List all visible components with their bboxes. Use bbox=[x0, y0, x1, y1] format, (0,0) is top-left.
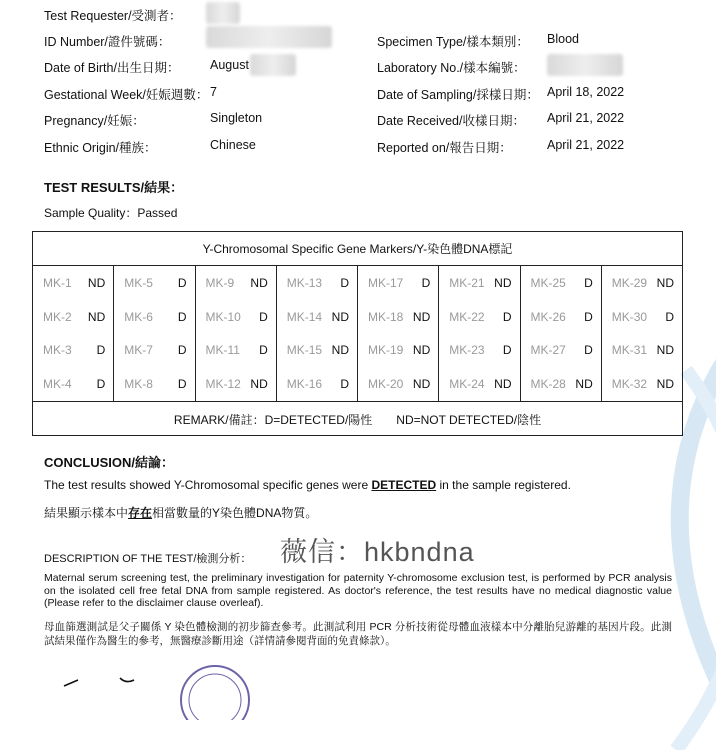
marker-result: D bbox=[177, 343, 187, 358]
description-english: Maternal serum screening test, the preliminary investigation for paternity Y-chromosome exclusion test, is performed by PCR analysis on the isolated cell free fetal DNA from sample registered. As doctor's reference, the test results have no medical diagnostic value (Please refer to the disclaimer clause overleaf). bbox=[44, 572, 672, 609]
marker-result: ND bbox=[250, 377, 268, 392]
marker-id: MK-7 bbox=[124, 343, 153, 358]
dob-value: August bbox=[210, 58, 249, 72]
conclusion-en-pre: The test results showed Y-Chromosomal specific genes were bbox=[44, 478, 372, 492]
marker-column bbox=[521, 266, 602, 401]
marker-result: ND bbox=[412, 377, 431, 392]
marker-cell bbox=[114, 266, 194, 300]
marker-id: MK-1 bbox=[43, 275, 72, 290]
marker-id: MK-28 bbox=[530, 377, 566, 392]
reported-date-value: April 21, 2022 bbox=[547, 138, 625, 152]
marker-result: ND bbox=[331, 343, 349, 358]
marker-id: MK-30 bbox=[611, 309, 648, 324]
marker-id: MK-6 bbox=[124, 309, 153, 324]
marker-result: D bbox=[665, 309, 674, 324]
sampling-date-label: Date of Sampling/採樣日期： bbox=[377, 88, 539, 102]
marker-cell bbox=[358, 266, 438, 300]
marker-cell bbox=[602, 367, 682, 401]
marker-result: ND bbox=[412, 343, 431, 358]
marker-column bbox=[114, 266, 195, 401]
pregnancy-value: Singleton bbox=[210, 111, 263, 125]
marker-cell bbox=[196, 334, 276, 368]
marker-cell bbox=[33, 300, 113, 334]
marker-column bbox=[358, 266, 439, 401]
marker-id: MK-13 bbox=[286, 275, 323, 290]
dob-label: Date of Birth/出生日期： bbox=[44, 61, 180, 75]
marker-id: MK-5 bbox=[124, 275, 153, 290]
marker-cell bbox=[358, 367, 438, 401]
marker-cell bbox=[277, 266, 357, 300]
marker-column bbox=[33, 266, 114, 401]
conclusion-chinese bbox=[44, 504, 317, 521]
marker-cell bbox=[439, 300, 519, 334]
marker-result: D bbox=[421, 275, 431, 290]
received-date-value: April 21, 2022 bbox=[547, 111, 625, 125]
marker-cell bbox=[521, 367, 601, 401]
description-chinese: 母血篩選測試是父子關係 Y 染色體檢測的初步篩查參考。此測試利用 PCR 分析技術從母體血液樣本中分離胎兒游離的基因片段。此測試結果僅作為醫生的參考，無醫療診斷用途（詳情請參閱背面的免責條款）。 bbox=[44, 621, 672, 647]
marker-id: MK-22 bbox=[449, 309, 485, 324]
conclusion-title: CONCLUSION/結論： bbox=[44, 455, 175, 470]
requester-label: Test Requester/受測者： bbox=[44, 9, 182, 23]
redacted-laboratory-no bbox=[547, 54, 623, 76]
marker-id: MK-9 bbox=[205, 275, 235, 290]
marker-cell bbox=[439, 266, 519, 300]
conclusion-zh-bold: 存在 bbox=[128, 506, 153, 520]
marker-id: MK-2 bbox=[43, 309, 72, 324]
marker-id: MK-27 bbox=[530, 343, 566, 358]
redacted-dob bbox=[250, 54, 296, 76]
marker-result: ND bbox=[412, 309, 431, 324]
marker-cell bbox=[196, 300, 276, 334]
marker-id: MK-12 bbox=[205, 377, 241, 392]
marker-column bbox=[277, 266, 358, 401]
marker-cell bbox=[114, 300, 194, 334]
marker-cell bbox=[114, 367, 194, 401]
conclusion-english bbox=[44, 478, 571, 492]
marker-result: D bbox=[502, 309, 512, 324]
marker-cell bbox=[277, 334, 357, 368]
marker-result: D bbox=[584, 343, 593, 358]
marker-result: ND bbox=[575, 377, 593, 392]
marker-id: MK-10 bbox=[205, 309, 241, 324]
marker-id: MK-15 bbox=[286, 343, 323, 358]
marker-result: D bbox=[259, 343, 268, 358]
marker-cell bbox=[114, 334, 194, 368]
marker-id: MK-25 bbox=[530, 275, 566, 290]
sampling-date-value: April 18, 2022 bbox=[547, 85, 625, 99]
seal-stamp bbox=[178, 660, 252, 720]
laboratory-no-label: Laboratory No./樣本編號： bbox=[377, 61, 526, 75]
specimen-type-label: Specimen Type/樣本類別： bbox=[377, 35, 529, 49]
marker-cell bbox=[33, 367, 113, 401]
marker-cell bbox=[602, 300, 682, 334]
conclusion-zh-post: 相當數量的Y染色體DNA物質。 bbox=[152, 506, 318, 520]
pregnancy-label: Pregnancy/妊娠： bbox=[44, 114, 145, 128]
received-date-label: Date Received/收樣日期： bbox=[377, 114, 525, 128]
gestational-week-label: Gestational Week/妊娠週數： bbox=[44, 88, 209, 102]
marker-result: D bbox=[177, 309, 187, 324]
marker-table-remark: REMARK/備註：D=DETECTED/陽性 ND=NOT DETECTED/陰性 bbox=[173, 412, 542, 427]
marker-result: D bbox=[96, 343, 106, 358]
marker-id: MK-23 bbox=[449, 343, 485, 358]
marker-column bbox=[439, 266, 520, 401]
redacted-requester bbox=[206, 2, 240, 24]
marker-result: D bbox=[584, 275, 593, 290]
marker-cell bbox=[521, 334, 601, 368]
marker-table-title: Y-Chromosomal Specific Gene Markers/Y-染色體DNA標記 bbox=[33, 232, 682, 266]
marker-id: MK-18 bbox=[368, 309, 404, 324]
conclusion-zh-pre: 結果顯示樣本中 bbox=[44, 506, 129, 520]
marker-id: MK-17 bbox=[368, 275, 404, 290]
ethnic-origin-label: Ethnic Origin/種族： bbox=[44, 141, 157, 155]
marker-result: ND bbox=[656, 343, 674, 358]
gestational-week-value: 7 bbox=[210, 85, 217, 99]
marker-result: D bbox=[340, 275, 349, 290]
marker-cell bbox=[521, 266, 601, 300]
marker-cell bbox=[196, 266, 276, 300]
marker-result: ND bbox=[87, 275, 106, 290]
marker-result: D bbox=[96, 377, 106, 392]
specimen-type-value: Blood bbox=[547, 32, 579, 46]
marker-cell bbox=[277, 300, 357, 334]
marker-cell bbox=[439, 334, 519, 368]
marker-result: ND bbox=[494, 275, 512, 290]
marker-id: MK-19 bbox=[368, 343, 404, 358]
marker-result: D bbox=[259, 309, 268, 324]
id-number-label: ID Number/證件號碼： bbox=[44, 35, 171, 49]
marker-result: ND bbox=[656, 377, 674, 392]
marker-id: MK-24 bbox=[449, 377, 485, 392]
marker-cell bbox=[33, 266, 113, 300]
marker-table bbox=[32, 231, 683, 436]
sample-quality: Sample Quality：Passed bbox=[44, 206, 178, 220]
marker-cell bbox=[277, 367, 357, 401]
ethnic-origin-value: Chinese bbox=[210, 138, 256, 152]
marker-cell bbox=[521, 300, 601, 334]
marker-id: MK-31 bbox=[611, 343, 648, 358]
marker-grid bbox=[33, 266, 682, 402]
marker-cell bbox=[602, 334, 682, 368]
marker-id: MK-14 bbox=[286, 309, 323, 324]
marker-id: MK-20 bbox=[368, 377, 404, 392]
marker-id: MK-26 bbox=[530, 309, 566, 324]
marker-result: D bbox=[340, 377, 349, 392]
watermark-text: 薇信：hkbndna bbox=[280, 537, 475, 567]
marker-cell bbox=[33, 334, 113, 368]
marker-id: MK-21 bbox=[449, 275, 485, 290]
marker-result: ND bbox=[656, 275, 674, 290]
marker-cell bbox=[358, 334, 438, 368]
redacted-id-number bbox=[206, 26, 332, 48]
marker-column bbox=[602, 266, 682, 401]
marker-id: MK-8 bbox=[124, 377, 153, 392]
test-results-title: TEST RESULTS/結果： bbox=[44, 180, 184, 195]
marker-result: ND bbox=[494, 377, 512, 392]
marker-id: MK-11 bbox=[205, 343, 240, 358]
marker-result: D bbox=[177, 275, 187, 290]
marker-cell bbox=[602, 266, 682, 300]
marker-id: MK-32 bbox=[611, 377, 648, 392]
marker-result: D bbox=[502, 343, 512, 358]
marker-result: D bbox=[177, 377, 187, 392]
marker-column bbox=[196, 266, 277, 401]
marker-id: MK-3 bbox=[43, 343, 72, 358]
marker-id: MK-16 bbox=[286, 377, 323, 392]
marker-id: MK-4 bbox=[43, 377, 72, 392]
description-title: DESCRIPTION OF THE TEST/檢測分析： bbox=[44, 553, 252, 565]
reported-date-label: Reported on/報告日期： bbox=[377, 141, 512, 155]
marker-result: ND bbox=[87, 309, 106, 324]
conclusion-en-post: in the sample registered. bbox=[436, 478, 571, 492]
marker-cell bbox=[439, 367, 519, 401]
marker-cell bbox=[358, 300, 438, 334]
marker-result: ND bbox=[331, 309, 349, 324]
marker-result: D bbox=[584, 309, 593, 324]
marker-id: MK-29 bbox=[611, 275, 648, 290]
conclusion-en-detected: DETECTED bbox=[371, 478, 437, 492]
marker-cell bbox=[196, 367, 276, 401]
marker-result: ND bbox=[250, 275, 268, 290]
